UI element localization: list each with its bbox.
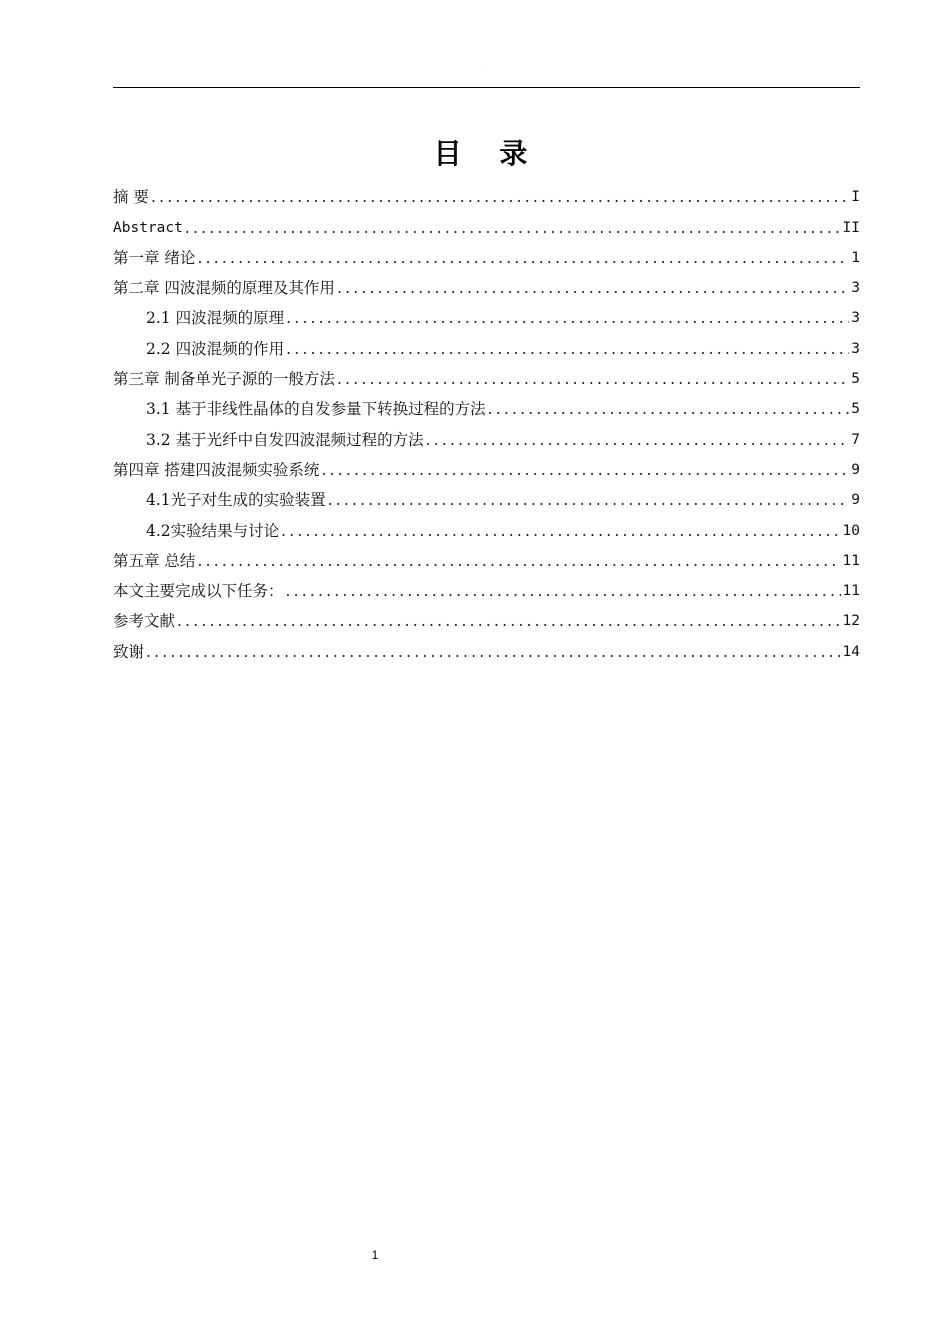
header-mark: · bbox=[484, 64, 486, 69]
toc-leader bbox=[426, 425, 850, 455]
toc-entry-page: 1 bbox=[851, 249, 860, 266]
toc-entry-chapter-5[interactable] bbox=[113, 546, 860, 576]
toc-entry-label: 3.1 基于非线性晶体的自发参量下转换过程的方法 bbox=[146, 400, 486, 419]
toc-leader bbox=[286, 303, 849, 333]
toc-entry-label: 第三章 制备单光子源的一般方法 bbox=[113, 370, 335, 389]
page-number: 1 bbox=[371, 1248, 379, 1262]
toc-entry-abstract-en[interactable] bbox=[113, 212, 860, 242]
toc-leader bbox=[337, 364, 849, 394]
toc-leader bbox=[185, 213, 841, 243]
toc-leader bbox=[321, 455, 849, 485]
toc-entry-section-4-1[interactable] bbox=[113, 485, 860, 515]
toc-entry-references[interactable] bbox=[113, 606, 860, 636]
toc-entry-page: 7 bbox=[851, 431, 860, 448]
toc-leader bbox=[151, 182, 849, 212]
toc-entry-label: 摘 要 bbox=[113, 188, 149, 207]
toc-entry-label: Abstract bbox=[113, 219, 183, 236]
toc-entry-acknowledgements[interactable] bbox=[113, 636, 860, 666]
toc-entry-section-2-2[interactable] bbox=[113, 333, 860, 363]
toc-entry-chapter-1[interactable] bbox=[113, 243, 860, 273]
toc-entry-label: 本文主要完成以下任务： bbox=[113, 582, 284, 601]
toc-entry-page: 10 bbox=[842, 522, 860, 539]
header-rule bbox=[113, 87, 860, 88]
toc-entry-label: 2.1 四波混频的原理 bbox=[146, 309, 285, 328]
toc-entry-page: 5 bbox=[851, 401, 860, 418]
toc-leader bbox=[281, 516, 840, 546]
toc-entry-page: 14 bbox=[842, 643, 860, 660]
toc-entry-label: 第四章 搭建四波混频实验系统 bbox=[113, 460, 320, 479]
toc-leader bbox=[286, 334, 849, 364]
toc-entry-page: I bbox=[851, 189, 860, 206]
toc-entry-page: 12 bbox=[842, 613, 860, 630]
toc-entry-page: 11 bbox=[842, 552, 860, 569]
toc-entry-label: 3.2 基于光纤中自发四波混频过程的方法 bbox=[146, 430, 424, 449]
toc-leader bbox=[177, 606, 841, 636]
toc-leader bbox=[197, 243, 849, 273]
toc-entry-page: 11 bbox=[842, 583, 860, 600]
toc-leader bbox=[197, 546, 840, 576]
toc-leader bbox=[146, 637, 841, 667]
table-of-contents bbox=[113, 182, 860, 667]
toc-entry-page: 9 bbox=[851, 492, 860, 509]
toc-entry-page: II bbox=[842, 219, 860, 236]
toc-entry-label: 第二章 四波混频的原理及其作用 bbox=[113, 279, 335, 298]
toc-title: 目 录 bbox=[433, 137, 542, 170]
toc-entry-section-3-1[interactable] bbox=[113, 394, 860, 424]
toc-entry-section-2-1[interactable] bbox=[113, 303, 860, 333]
toc-entry-page: 5 bbox=[851, 371, 860, 388]
toc-entry-label: 4.1光子对生成的实验装置 bbox=[146, 491, 326, 510]
toc-leader bbox=[337, 273, 849, 303]
toc-leader bbox=[328, 485, 850, 515]
toc-entry-label: 4.2实验结果与讨论 bbox=[146, 521, 280, 540]
toc-entry-page: 3 bbox=[851, 340, 860, 357]
toc-entry-chapter-4[interactable] bbox=[113, 455, 860, 485]
toc-entry-abstract-cn[interactable] bbox=[113, 182, 860, 212]
toc-leader bbox=[488, 394, 850, 424]
toc-entry-page: 3 bbox=[851, 310, 860, 327]
toc-entry-chapter-2[interactable] bbox=[113, 273, 860, 303]
toc-entry-label: 参考文献 bbox=[113, 612, 176, 631]
toc-leader bbox=[286, 576, 841, 606]
toc-entry-label: 致谢 bbox=[113, 642, 145, 661]
toc-entry-label: 2.2 四波混频的作用 bbox=[146, 339, 285, 358]
toc-entry-label: 第一章 绪论 bbox=[113, 248, 196, 267]
toc-entry-page: 9 bbox=[851, 461, 860, 478]
toc-entry-page: 3 bbox=[851, 280, 860, 297]
toc-entry-chapter-3[interactable] bbox=[113, 364, 860, 394]
toc-entry-section-3-2[interactable] bbox=[113, 424, 860, 454]
toc-entry-tasks[interactable] bbox=[113, 576, 860, 606]
toc-entry-section-4-2[interactable] bbox=[113, 515, 860, 545]
toc-entry-label: 第五章 总结 bbox=[113, 551, 196, 570]
